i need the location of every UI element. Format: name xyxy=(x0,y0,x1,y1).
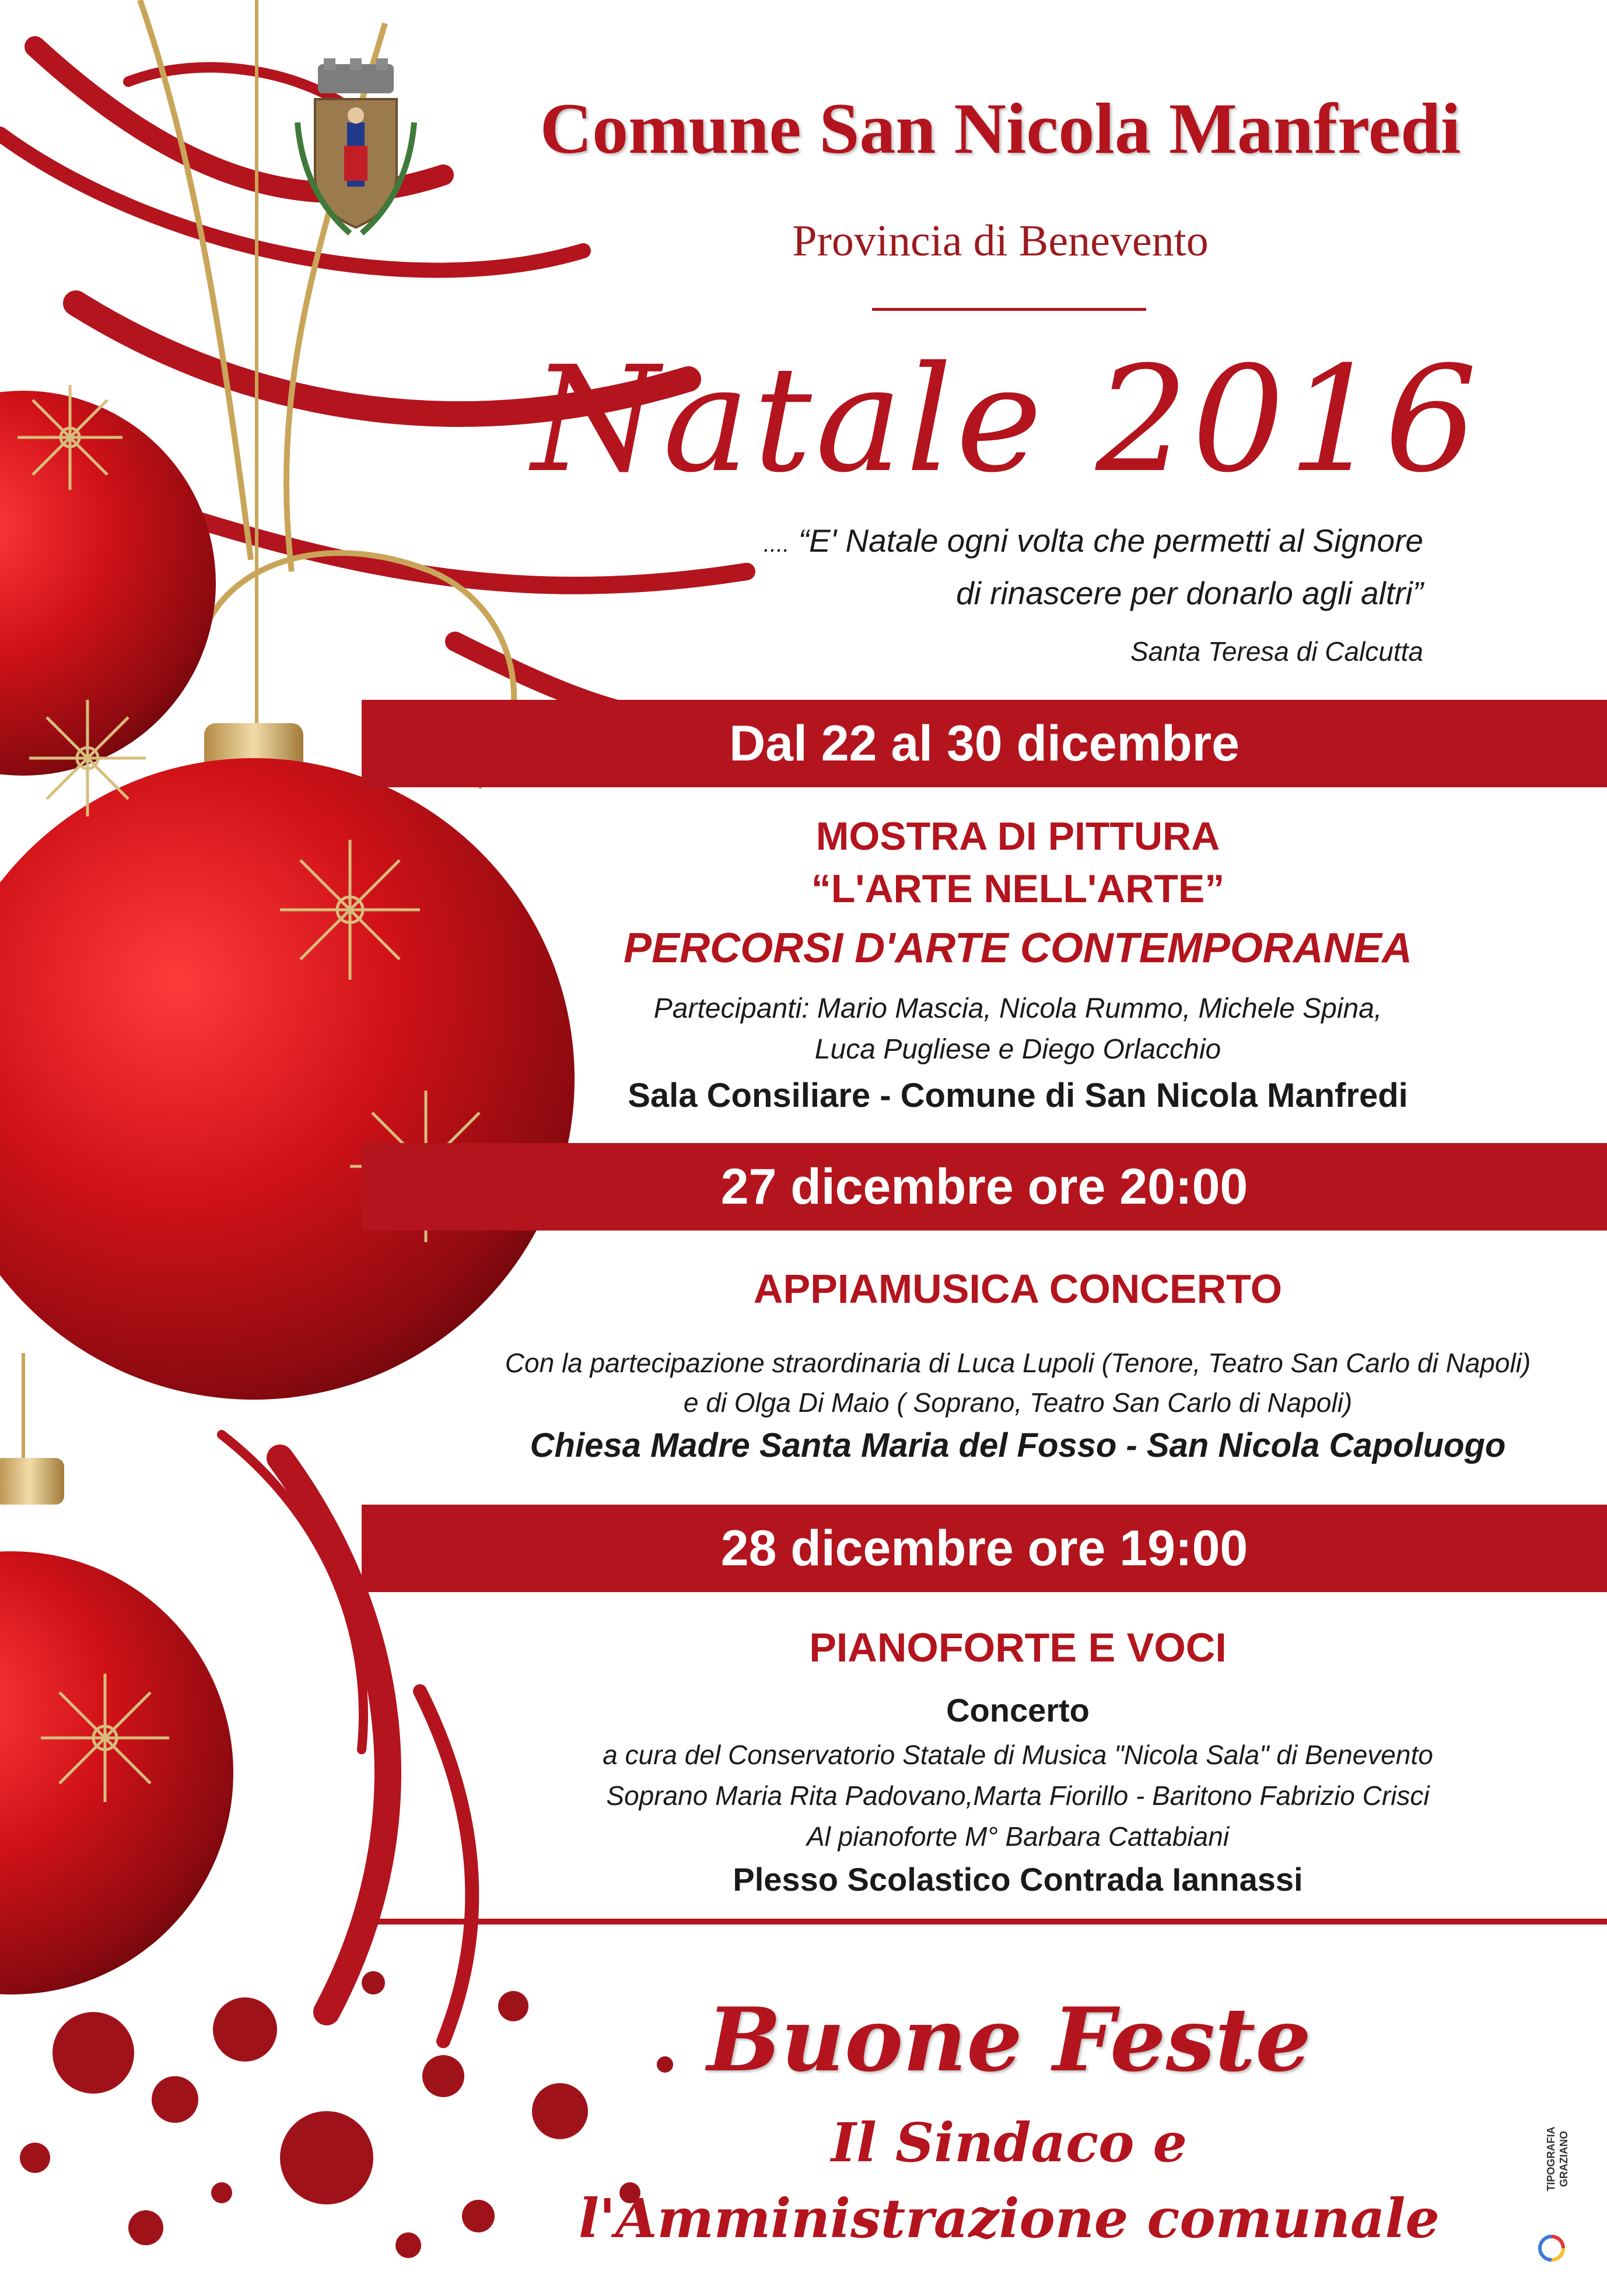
ornament-ball-top xyxy=(0,391,216,776)
event-3-venue: Plesso Scolastico Contrada Iannassi xyxy=(733,1861,1303,1898)
date-band-3 xyxy=(362,1505,1607,1592)
comune-title: Comune San Nicola Manfredi xyxy=(540,89,1461,169)
printer-logo-text xyxy=(1545,2095,1570,2223)
printer-name-1: TIPOGRAFIA xyxy=(1545,2126,1557,2192)
quote-author: Santa Teresa di Calcutta xyxy=(1130,636,1423,667)
ornament-ball-bottom xyxy=(0,1353,233,1994)
event-3-detail-1: a cura del Conservatorio Statale di Musica "Nicola Sala" di Benevento xyxy=(603,1740,1433,1770)
quote-text-1: “E' Natale ogni volta che permetti al Signore xyxy=(798,523,1423,559)
date-band-1-text: Dal 22 al 30 dicembre xyxy=(729,716,1240,772)
event-2-title: APPIAMUSICA CONCERTO xyxy=(753,1266,1283,1312)
event-2-venue: Chiesa Madre Santa Maria del Fosso - San Nicola Capoluogo xyxy=(530,1426,1506,1464)
quote-line-2: di rinascere per donarlo agli altri” xyxy=(956,575,1423,611)
closing-divider xyxy=(362,1919,1607,1925)
event-3-detail-2: Soprano Maria Rita Padovano,Marta Fiorillo - Baritono Fabrizio Crisci xyxy=(606,1780,1430,1811)
date-band-3-text: 28 dicembre ore 19:00 xyxy=(720,1520,1248,1576)
coat-of-arms-logo xyxy=(286,58,426,245)
printer-logo xyxy=(1528,2094,1575,2269)
closing-greeting: Buone Feste xyxy=(707,1989,1311,2091)
event-1-title-subtitle: PERCORSI D'ARTE CONTEMPORANEA xyxy=(624,925,1412,972)
quote-prefix: .... xyxy=(763,531,790,557)
header-divider xyxy=(872,308,1146,311)
event-1-participants-2: Luca Pugliese e Diego Orlacchio xyxy=(814,1034,1221,1065)
printer-icon xyxy=(1537,2234,1566,2263)
event-3-title: PIANOFORTE E VOCI xyxy=(809,1625,1227,1670)
event-3-detail-3: Al pianoforte M° Barbara Cattabiani xyxy=(806,1821,1230,1852)
date-band-1 xyxy=(362,700,1607,787)
date-band-2 xyxy=(362,1143,1607,1231)
event-1-participants-1: Partecipanti: Mario Mascia, Nicola Rummo, Michele Spina, xyxy=(653,993,1382,1024)
event-1-title: MOSTRA DI PITTURA xyxy=(815,814,1220,858)
closing-line-1: Il Sindaco e xyxy=(831,2111,1188,2174)
quote-line-1 xyxy=(537,522,1423,559)
date-band-2-text: 27 dicembre ore 20:00 xyxy=(720,1159,1248,1215)
provincia-subtitle: Provincia di Benevento xyxy=(792,216,1209,265)
event-title: Natale 2016 xyxy=(531,335,1481,504)
event-2-detail-1: Con la partecipazione straordinaria di Luca Lupoli (Tenore, Teatro San Carlo di Napoli) xyxy=(505,1348,1531,1378)
event-1-title-quote: “L'ARTE NELL'ARTE” xyxy=(811,867,1225,911)
event-2-detail-2: e di Olga Di Maio ( Soprano, Teatro San Carlo di Napoli) xyxy=(683,1387,1353,1418)
closing-line-2: l'Amministrazione comunale xyxy=(579,2187,1440,2250)
event-1-venue: Sala Consiliare - Comune di San Nicola Manfredi xyxy=(628,1077,1408,1114)
event-3-subtitle: Concerto xyxy=(946,1692,1090,1729)
printer-name-2: GRAZIANO xyxy=(1558,2131,1570,2187)
